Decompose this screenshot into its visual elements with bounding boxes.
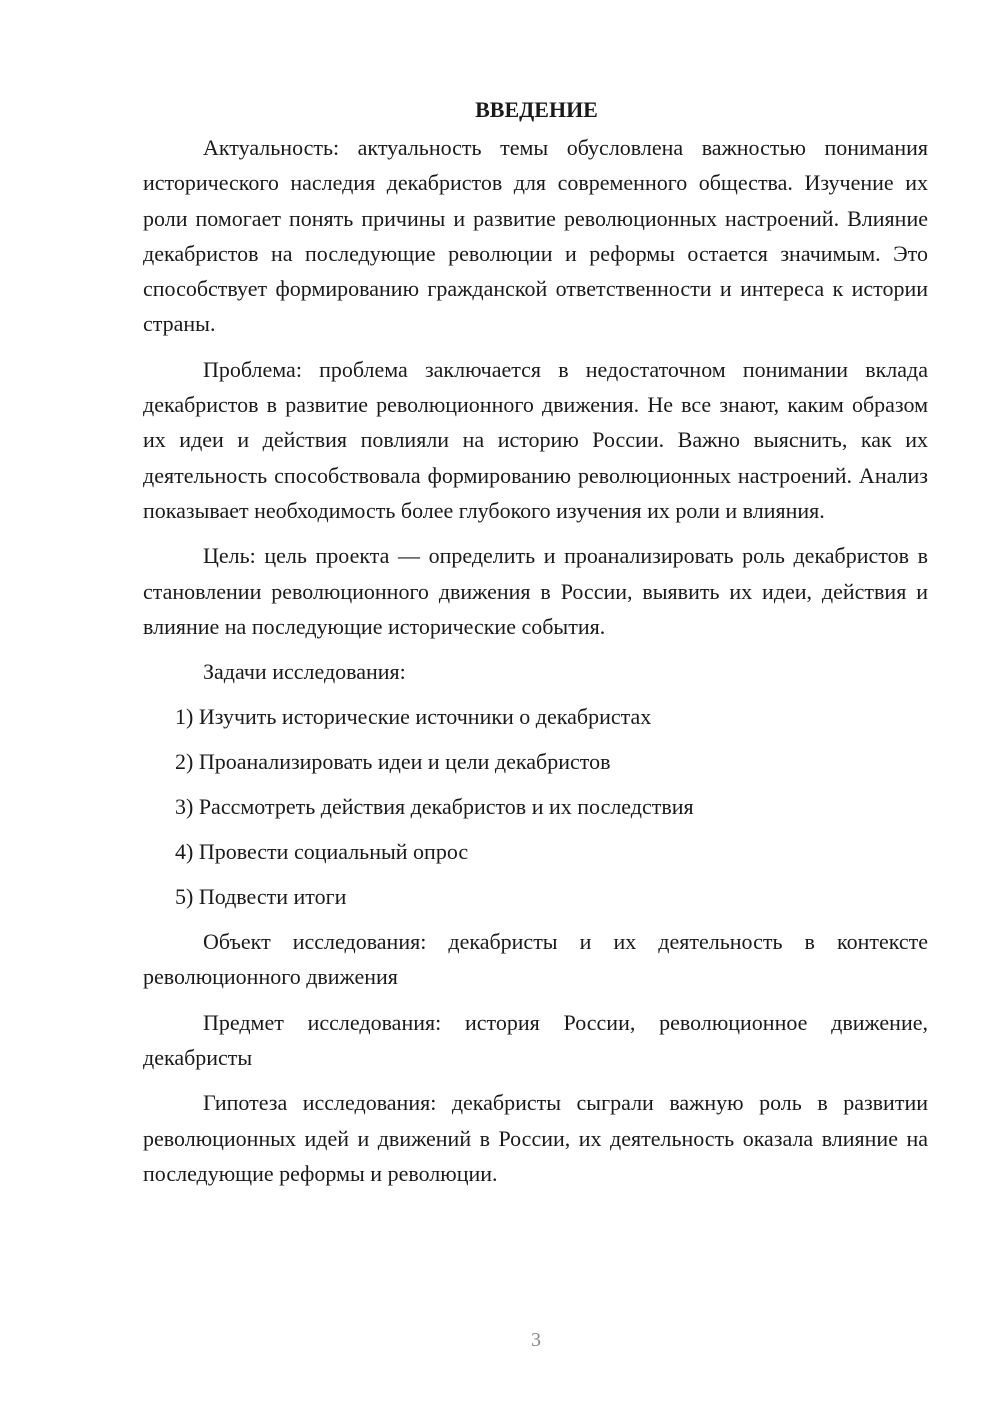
tasks-list bbox=[143, 699, 928, 914]
problem-paragraph: Проблема: проблема заключается в недостаточном понимании вклада декабристов в развитие революционного движения. Не все знают, каким образом их идеи и действия повлияли на историю России. Важно выяснить, как их деятельность способствовала формированию революционных настроений. Анализ показывает необходимость более глубокого изучения их роли и влияния. bbox=[143, 356, 928, 523]
task-item-5: 5) Подвести итоги bbox=[175, 884, 347, 910]
research-subject-paragraph: Предмет исследования: история России, революционное движение, декабристы bbox=[143, 1009, 928, 1071]
page-title: ВВЕДЕНИЕ bbox=[475, 97, 598, 122]
task-item-2: 2) Проанализировать идеи и цели декабристов bbox=[175, 749, 611, 775]
task-item-4: 4) Провести социальный опрос bbox=[175, 839, 469, 865]
tasks-heading: Задачи исследования: bbox=[203, 659, 406, 685]
research-object-paragraph: Объект исследования: декабристы и их деятельность в контексте революционного движения bbox=[143, 929, 928, 990]
relevance-paragraph: Актуальность: актуальность темы обусловлена важностью понимания исторического наследия декабристов для современного общества. Изучение их роли помогает понять причины и развитие революционных настроений. Влияние декабристов на последующие революции и реформы остается значимым. Это способствует формированию гражданской ответственности и интереса к истории страны. bbox=[143, 135, 928, 337]
task-item-3: 3) Рассмотреть действия декабристов и их последствия bbox=[175, 794, 694, 820]
page-number: 3 bbox=[531, 1329, 541, 1351]
goal-paragraph: Цель: цель проекта — определить и проанализировать роль декабристов в становлении революционного движения в России, выявить их идеи, действия и влияние на последующие исторические события. bbox=[143, 543, 928, 639]
page-body bbox=[143, 92, 928, 1201]
hypothesis-paragraph: Гипотеза исследования: декабристы сыграли важную роль в развитии революционных идей и движений в России, их деятельность оказала влияние на последующие реформы и революции. bbox=[143, 1090, 928, 1186]
task-item-1: 1) Изучить исторические источники о декабристах bbox=[175, 704, 652, 730]
